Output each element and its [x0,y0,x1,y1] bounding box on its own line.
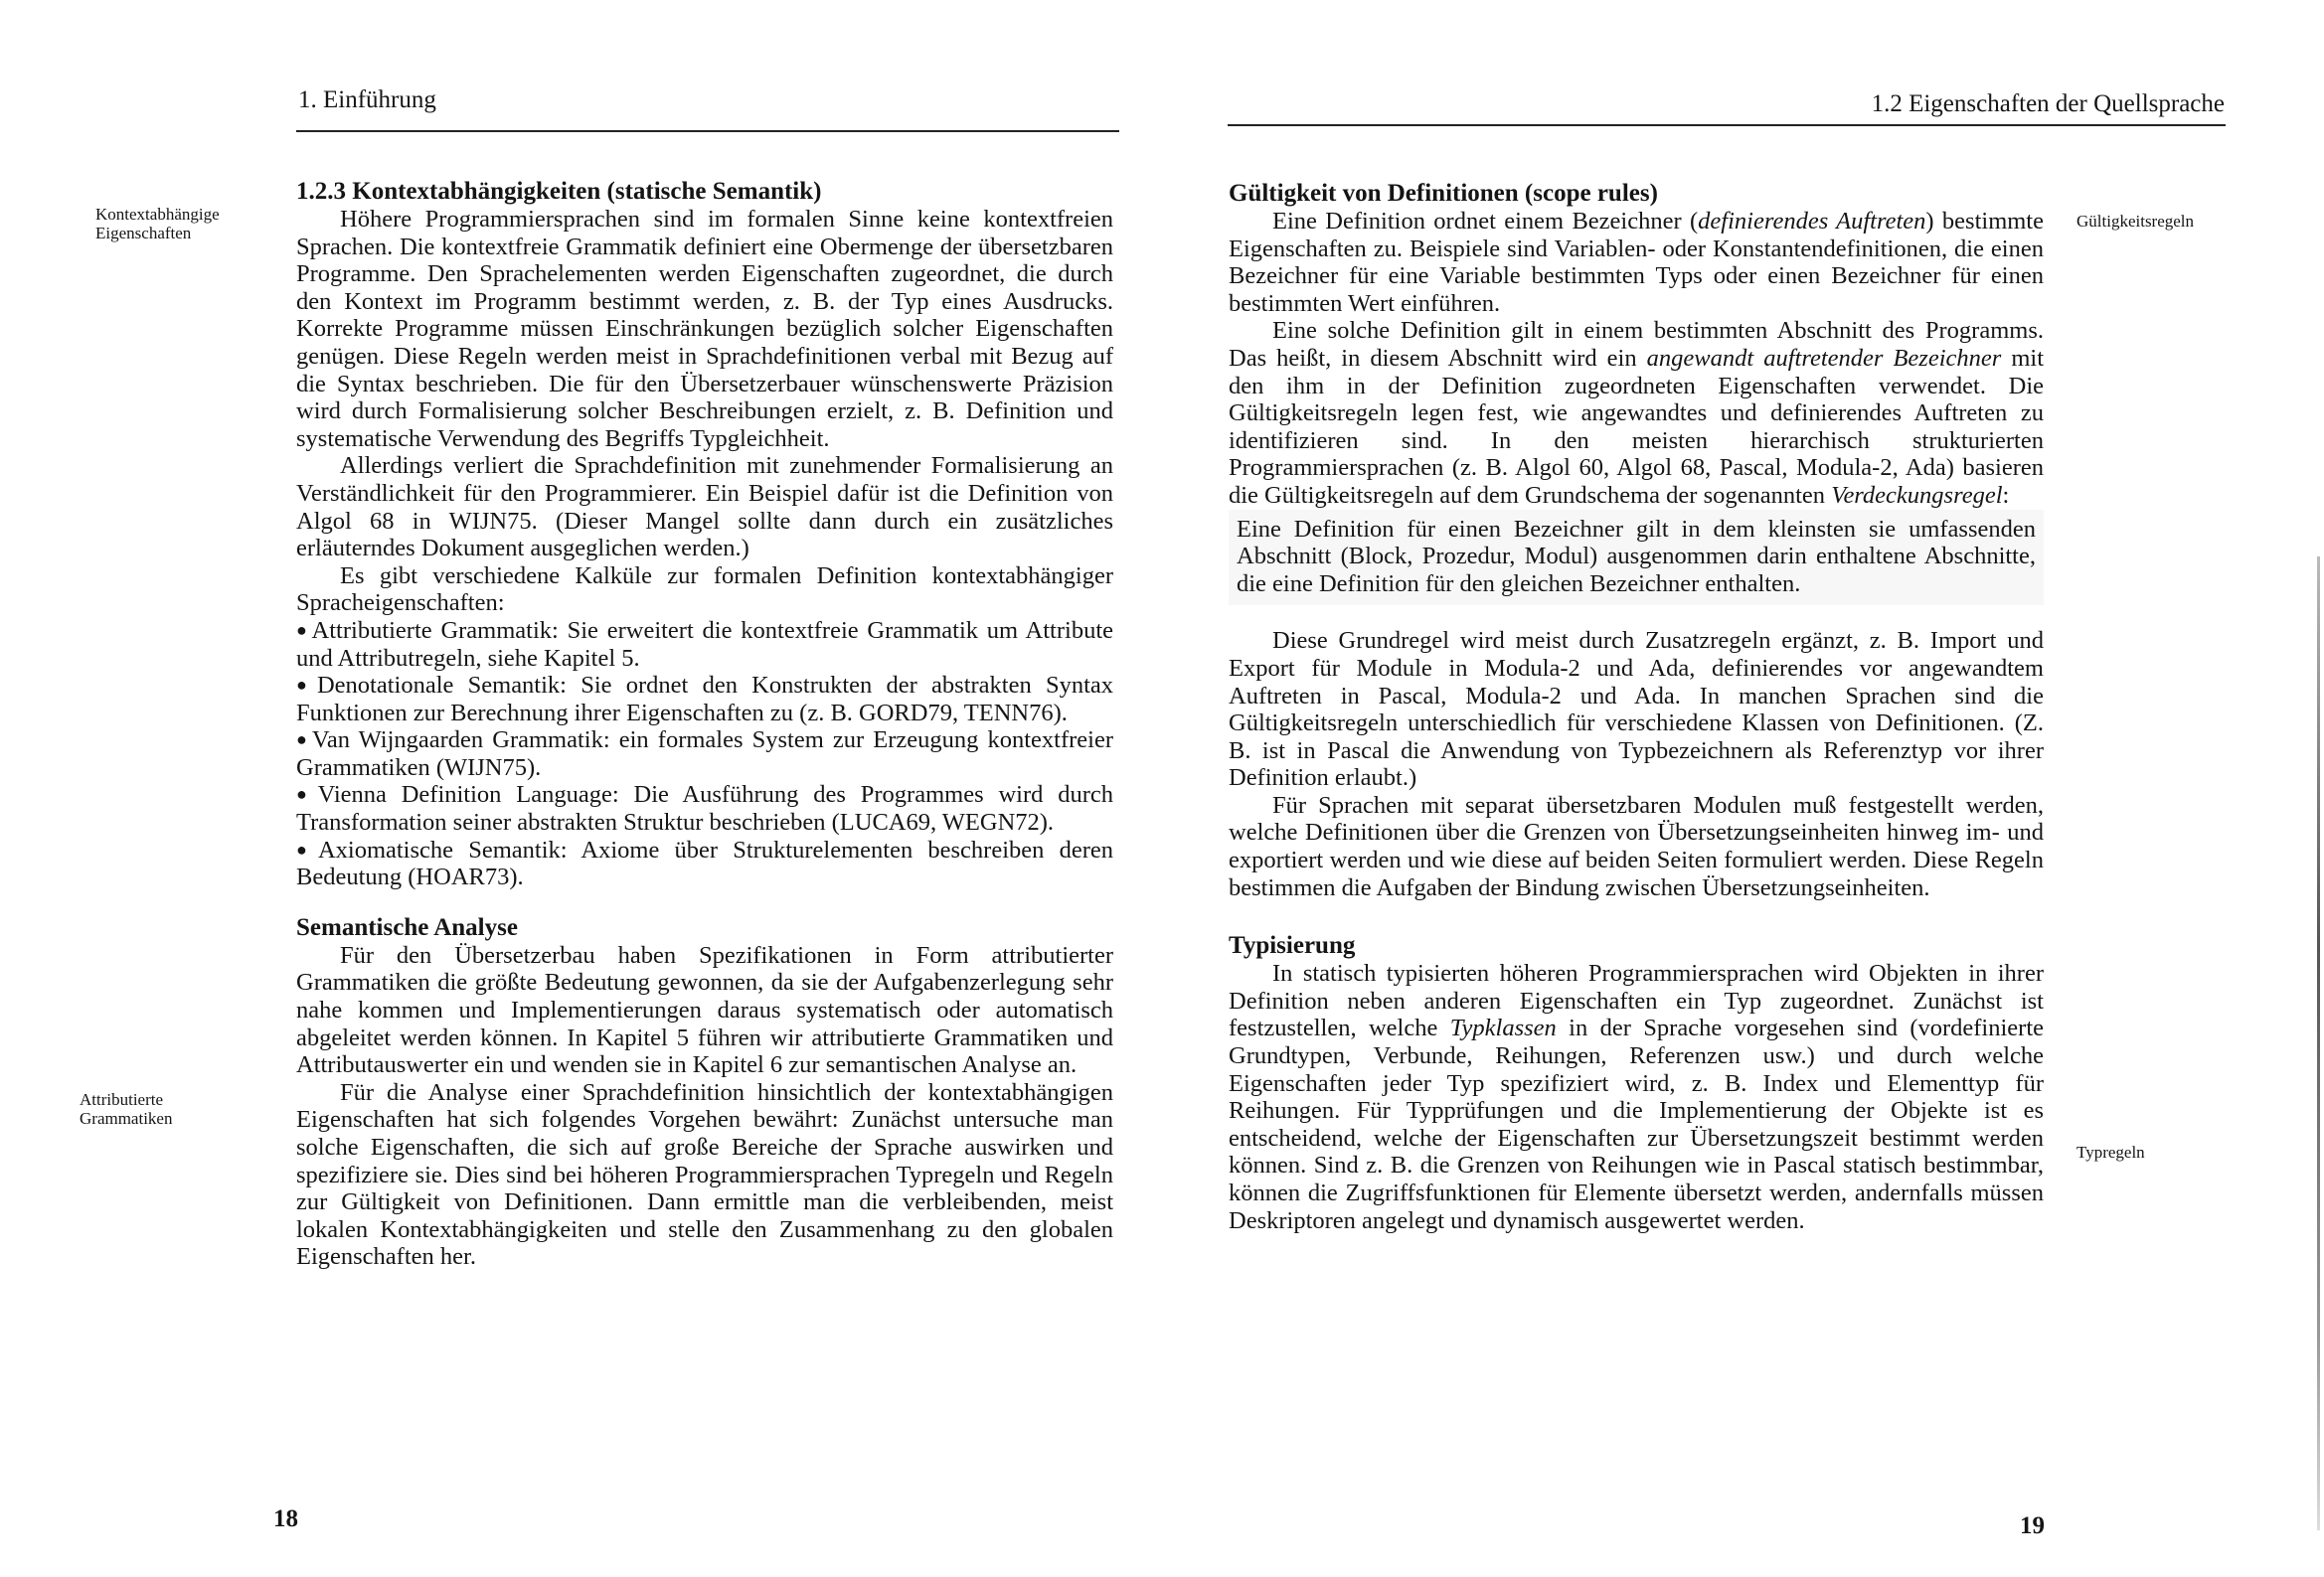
rule-box: Eine Definition für einen Bezeichner gilt in dem kleinsten sie umfassenden Abschnitt (Block, Prozedur, Modul) ausgenommen darin enthaltene Abschnitte, die eine Definition für den gleichen Bezeichner enthalten. [1229,510,2044,606]
paragraph: Diese Grundregel wird meist durch Zusatzregeln ergänzt, z. B. Import und Export für Module in Modula-2 und Ada, definierendes vor angewandtem Auftreten in Pascal, Modula-2 und Ada. In manchen Sprachen sind die Gültigkeitsregeln unterschiedlich für verschiedene Klassen von Definitionen. (Z. B. ist in Pascal die Anwendung von Typbezeichnern als Referenztyp vor ihrer Definition erlaubt.) [1229,627,2044,792]
emphasis: Typklassen [1449,1015,1557,1042]
section-heading: 1.2.3 Kontextabhängigkeiten (statische Semantik) [296,178,822,205]
margin-note-gueltigkeit: Gültigkeitsregeln [2076,212,2195,231]
emphasis: Verdeckungsregel [1831,481,2003,509]
margin-note-kontext: Kontextabhängige Eigenschaften [95,205,220,242]
typisierung-heading: Typisierung [1229,932,1356,960]
paragraph: Für den Übersetzerbau haben Spezifikationen in Form attributierter Grammatiken die größte Bedeutung gewonnen, da sie der Aufgabenzerlegung sehr nahe kommen und Implementierungen daraus systematisch oder automatisch abgeleitet werden können. In Kapitel 5 führen wir attributierte Grammatiken und Attributauswerter ein und wenden sie in Kapitel 6 zur semantischen Analyse an. [296,941,1113,1079]
paragraph: In statisch typisierten höheren Programmiersprachen wird Objekten in ihrer Definition neben anderen Eigenschaften ein Typ zugeordnet. Zunächst ist festzustellen, welche Typklassen in der Sprache vorgesehen sind (vordefinierte Grundtypen, Verbunde, Reihungen, Referenzen usw.) und durch welche Eigenschaften jeder Typ spezifiziert wird, z. B. Index und Elementtyp für Reihungen. Für Typprüfungen und die Implementierung der Objekte ist es entscheidend, welche der Eigenschaften zur Übersetzungszeit bestimmt werden können. Sind z. B. die Grenzen von Reihungen wie in Pascal statisch bestimmbar, können die Zugriffsfunktionen für Elemente übersetzt werden, andernfalls müssen Deskriptoren angelegt und dynamisch ausgewertet werden. [1229,960,2045,1234]
paragraph: Für Sprachen mit separat übersetzbaren Modulen muß festgestellt werden, welche Definitionen über die Grenzen von Übersetzungseinheiten hinweg im- und exportiert werden und wie diese auf beiden Seiten formuliert werden. Diese Regeln bestimmen die Aufgaben der Bindung zwischen Übersetzungseinheiten. [1229,791,2044,901]
paragraph: Es gibt verschiedene Kalküle zur formalen Definition kontextabhängiger Spracheigenschaften: [296,561,1113,617]
bullet-item: ●Vienna Definition Language: Die Ausführung des Programmes wird durch Transformation seiner abstrakten Struktur beschrieben (LUCA69, WEGN72). [296,781,1113,837]
paragraph: Höhere Programmiersprachen sind im formalen Sinne keine kontextfreien Sprachen. Die kontextfreie Grammatik definiert eine Obermenge der übersetzbaren Programme. Den Sprachelementen werden Eigenschaften zugeordnet, die durch den Kontext im Programm bestimmt werden, z. B. der Typ eines Ausdrucks. Korrekte Programme müssen Einschränkungen bezüglich solcher Eigenschaften genügen. Diese Regeln werden meist in Sprachdefinitionen verbal mit Bezug auf die Syntax beschrieben. Die für den Übersetzerbauer wünschenswerte Präzision wird durch Formalisierung solcher Beschreibungen erzielt, z. B. Definition und systematische Verwendung des Begriffs Typgleichheit. [296,206,1113,452]
page-number-right: 19 [2020,1512,2045,1539]
spacer [1229,901,2044,931]
margin-note-typregeln: Typregeln [2076,1143,2145,1162]
left-running-head: 1. Einführung [298,86,436,113]
bullet-icon: ● [296,729,310,750]
right-running-head: 1.2 Eigenschaften der Quellsprache [1871,90,2225,117]
right-page [1162,0,2324,1577]
bullet-item: ●Denotationale Semantik: Sie ordnet den Konstrukten der abstrakten Syntax Funktionen zur Berechnung ihrer Eigenschaften zu (z. B. GORD79, TENN76). [296,672,1114,726]
bullet-icon: ● [296,619,310,640]
page-number-left: 18 [273,1505,298,1532]
emphasis: definierendes Auftreten [1698,208,1926,235]
bullet-item: ●Van Wijngaarden Grammatik: ein formales System zur Erzeugung kontextfreier Grammatiken (WIJN75). [296,726,1113,781]
margin-note-attributierte: Attributierte Grammatiken [80,1090,173,1128]
left-column [296,177,1113,1271]
left-header-rule [296,130,1119,132]
spacer [296,891,1113,913]
scope-heading: Gültigkeit von Definitionen (scope rules) [1229,180,1658,207]
paragraph: Allerdings verliert die Sprachdefinition mit zunehmender Formalisierung an Verständlichkeit für den Programmierer. Ein Beispiel dafür ist die Definition von Algol 68 in WIJN75. (Dieser Mangel sollte dann durch ein zusätzliches erläuterndes Dokument ausgeglichen werden.) [296,452,1113,562]
bullet-item: ●Attributierte Grammatik: Sie erweitert die kontextfreie Grammatik um Attribute und Attributregeln, siehe Kapitel 5. [296,616,1114,672]
bullet-icon: ● [296,675,315,696]
binding-edge [2317,556,2320,1530]
bullet-item: ●Axiomatische Semantik: Axiome über Strukturelementen beschreiben deren Bedeutung (HOAR73). [296,836,1113,891]
bullet-icon: ● [296,839,316,860]
paragraph: Eine solche Definition gilt in einem bestimmten Abschnitt des Programms. Das heißt, in diesem Abschnitt wird ein angewandt auftretender Bezeichner mit den ihm in der Definition zugeordneten Eigenschaften verwendet. Die Gültigkeitsregeln legen fest, wie angewandtes und definierendes Auftreten zu identifizieren sind. In den meisten hierarchisch strukturierten Programmiersprachen (z. B. Algol 60, Algol 68, Pascal, Modula-2, Ada) basieren die Gültigkeitsregeln auf dem Grundschema der sogenannten Verdeckungsregel: [1229,317,2044,509]
spacer [1229,605,2044,627]
paragraph: Eine Definition ordnet einem Bezeichner (definierendes Auftreten) bestimmte Eigenschaften zu. Beispiele sind Variablen- oder Konstantendefinitionen, die einen Bezeichner für eine Variable bestimmten Typs oder einen Bezeichner für einen bestimmten Wert einführen. [1229,208,2044,317]
emphasis: angewandt auftretender Bezeichner [1646,344,2002,372]
right-header-rule [1228,124,2226,126]
right-column [1229,179,2044,1234]
subsection-heading: Semantische Analyse [296,913,518,941]
paragraph: Für die Analyse einer Sprachdefinition hinsichtlich der kontextabhängigen Eigenschaften hat sich folgendes Vorgehen bewährt: Zunächst untersuche man solche Eigenschaften, die sich auf große Bereiche der Sprache auswirken und spezifiziere sie. Dies sind bei höheren Programmiersprachen Typregeln und Regeln zur Gültigkeit von Definitionen. Dann ermittle man die verbleibenden, meist lokalen Kontextabhängigkeiten und stelle den Zusammenhang zu den globalen Eigenschaften her. [296,1078,1113,1271]
bullet-icon: ● [296,784,316,805]
